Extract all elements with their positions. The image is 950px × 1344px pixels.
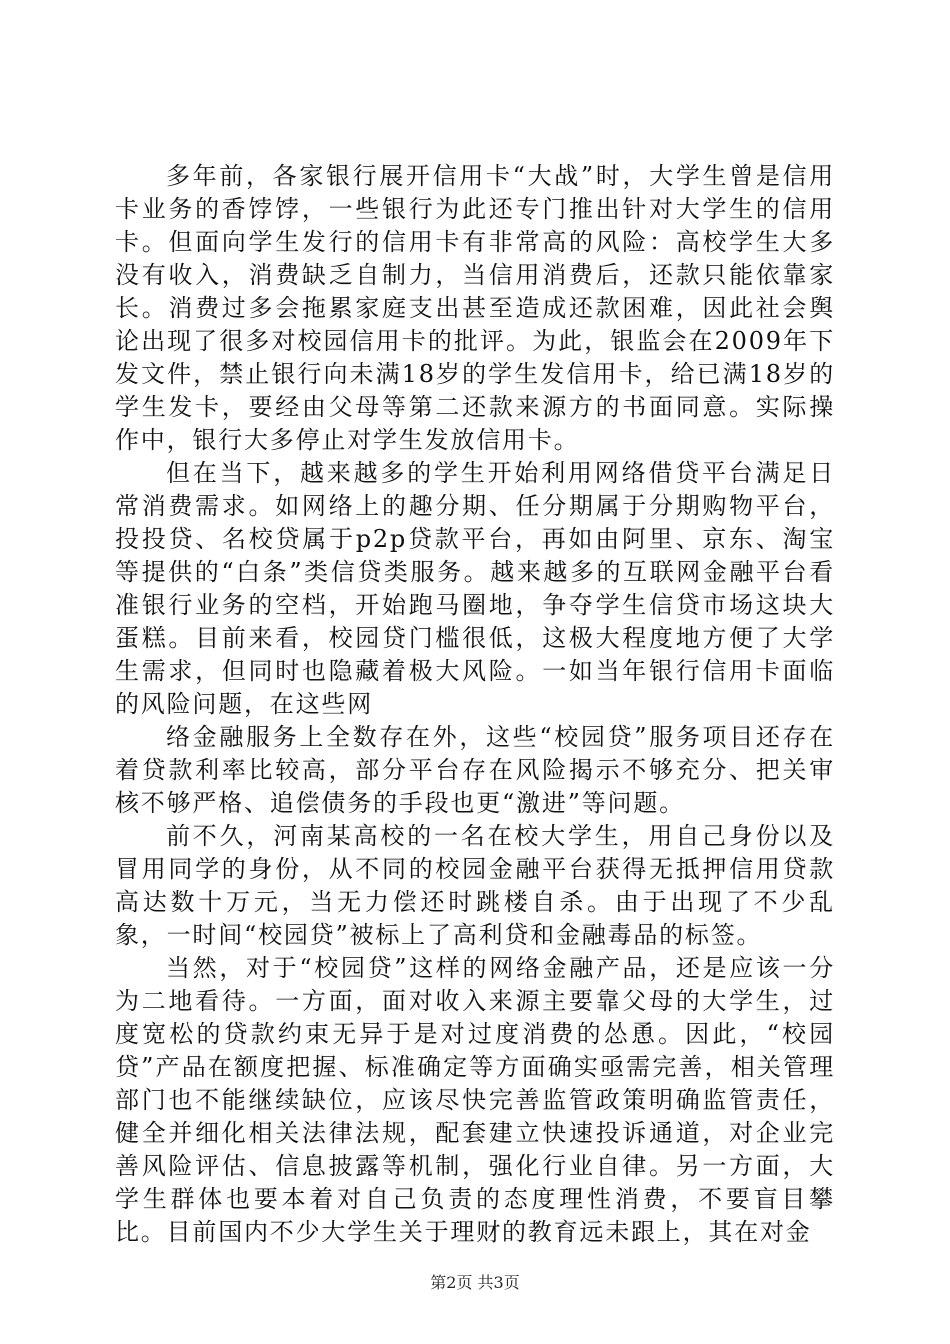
paragraph-student-case: 前不久，河南某高校的一名在校大学生，用自己身份以及冒用同学的身份，从不同的校园金融平台获得无抵押信用贷款高达数十万元，当无力偿还时跳楼自杀。由于出现了不少乱象，一时间“校园贷”被标上了高利贷和金融毒品的标签。 — [115, 822, 835, 949]
paragraph-online-lending: 但在当下，越来越多的学生开始利用网络借贷平台满足日常消费需求。如网络上的趣分期、任分期属于分期购物平台，投投贷、名校贷属于p2p贷款平台，再如由阿里、京东、淘宝等提供的“白条”类信贷类服务。越来越多的互联网金融平台看准银行业务的空档，开始跑马圈地，争夺学生信贷市场这块大蛋糕。目前来看，校园贷门槛很低，这极大程度地方便了大学生需求，但同时也隐藏着极大风险。一如当年银行信用卡面临的风险问题，在这些网 — [115, 459, 835, 718]
paragraph-analysis: 当然，对于“校园贷”这样的网络金融产品，还是应该一分为二地看待。一方面，面对收入来源主要靠父母的大学生，过度宽松的贷款约束无异于是对过度消费的怂恿。因此，“校园贷”产品在额度把握、标准确定等方面确实亟需完善，相关管理部门也不能继续缺位，应该尽快完善监管政策明确监管责任，健全并细化相关法律法规，配套建立快速投诉通道，对企业完善风险评估、信息披露等机制，强化行业自律。另一方面，大学生群体也要本着对自己负责的态度理性消费，不要盲目攀比。目前国内不少大学生关于理财的教育远未跟上，其在对金 — [115, 954, 835, 1246]
paragraph-credit-card-history: 多年前，各家银行展开信用卡“大战”时，大学生曾是信用卡业务的香饽饽，一些银行为此还专门推出针对大学生的信用卡。但面向学生发行的信用卡有非常高的风险：高校学生大多没有收入，消费缺乏自制力，当信用消费后，还款只能依靠家长。消费过多会拖累家庭支出甚至造成还款困难，因此社会舆论出现了很多对校园信用卡的批评。为此，银监会在2009年下发文件，禁止银行向未满18岁的学生发信用卡，给已满18岁的学生发卡，要经由父母等第二还款来源方的书面同意。实际操作中，银行大多停止对学生发放信用卡。 — [115, 162, 835, 454]
page-number-footer: 第2页 共3页 — [430, 1273, 520, 1292]
document-body — [115, 160, 835, 1249]
paragraph-campus-loan-issues: 络金融服务上全数存在外，这些“校园贷”服务项目还存在着贷款利率比较高，部分平台存在风险揭示不够充分、把关审核不够严格、追偿债务的手段也更“激进”等问题。 — [115, 723, 835, 817]
